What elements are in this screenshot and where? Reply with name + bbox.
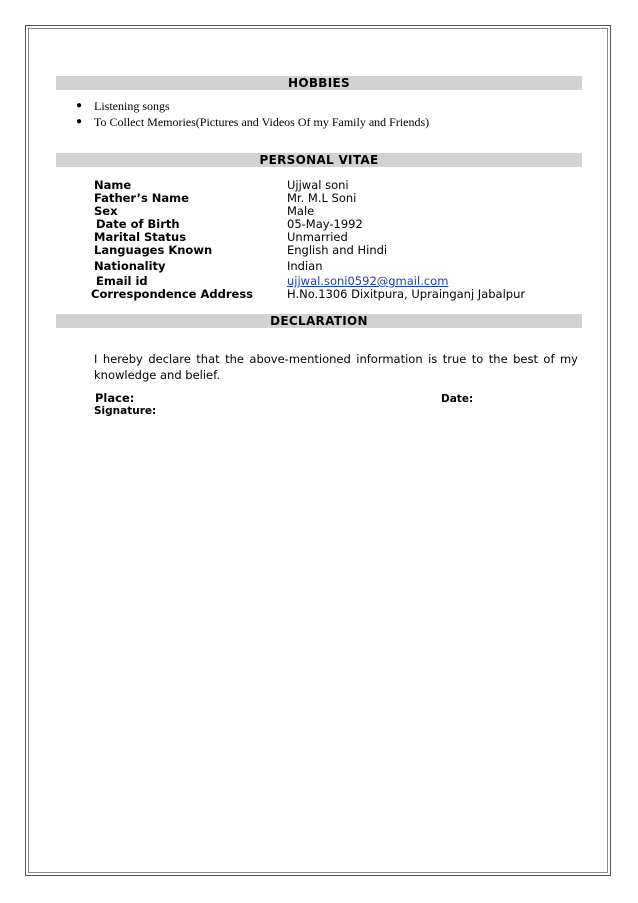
- marital-status-label: Marital Status: [94, 230, 187, 244]
- fathers-name-value: Mr. M.L Soni: [287, 191, 357, 205]
- name-value: Ujjwal soni: [287, 178, 349, 192]
- place-label: Place:: [95, 391, 135, 405]
- nationality-label: Nationality: [94, 259, 166, 273]
- list-item: [76, 98, 429, 114]
- hobby-text: To Collect Memories(Pictures and Videos Of my Family and Friends): [94, 115, 430, 129]
- fathers-name-label: Father’s Name: [94, 191, 189, 205]
- personal-vitae-heading: PERSONAL VITAE: [56, 153, 582, 167]
- hobby-text: Listening songs: [94, 99, 170, 113]
- sex-label: Sex: [94, 204, 118, 218]
- nationality-value: Indian: [287, 259, 323, 273]
- hobbies-heading: HOBBIES: [56, 76, 582, 90]
- sex-value: Male: [287, 204, 315, 218]
- name-label: Name: [94, 178, 132, 192]
- bullet-icon: ●: [76, 116, 83, 127]
- date-of-birth-label: Date of Birth: [96, 217, 180, 231]
- list-item: [76, 114, 429, 130]
- marital-status-value: Unmarried: [287, 230, 348, 244]
- declaration-text: I hereby declare that the above-mentioned information is true to the best of my knowledge and belief.: [94, 352, 578, 382]
- signature-label: Signature:: [94, 405, 157, 417]
- email-link[interactable]: ujjwal.soni0592@gmail.com: [287, 274, 449, 288]
- languages-known-label: Languages Known: [94, 243, 213, 257]
- date-label: Date:: [441, 393, 474, 405]
- languages-known-value: English and Hindi: [287, 243, 388, 257]
- hobbies-list: [76, 98, 429, 130]
- declaration-heading: DECLARATION: [56, 314, 582, 328]
- correspondence-address-label: Correspondence Address: [91, 287, 254, 301]
- email-label: Email id: [96, 274, 148, 288]
- bullet-icon: ●: [76, 100, 83, 111]
- date-of-birth-value: 05-May-1992: [287, 217, 363, 231]
- correspondence-address-value: H.No.1306 Dixitpura, Uprainganj Jabalpur: [287, 287, 526, 301]
